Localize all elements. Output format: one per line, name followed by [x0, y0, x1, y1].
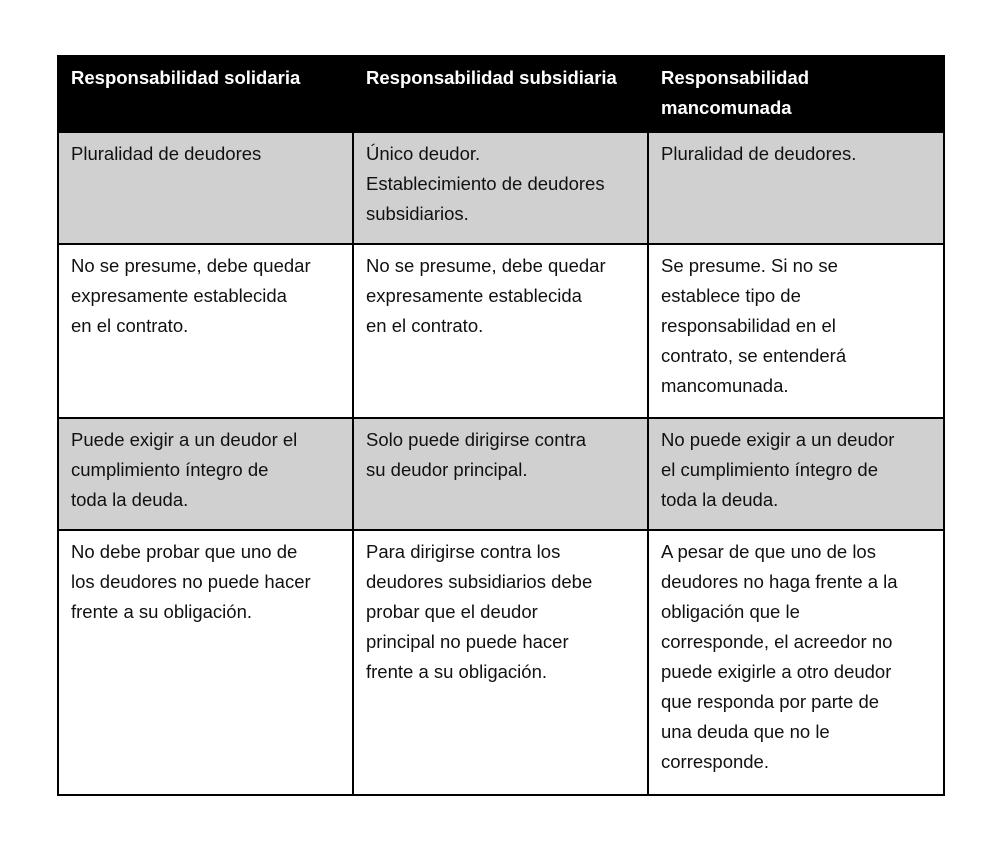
cell-text-line: Pluralidad de deudores — [71, 143, 262, 164]
cell-text-line: frente a su obligación. — [71, 601, 253, 622]
cell-text-line: cumplimiento íntegro de — [71, 459, 269, 480]
comparison-table — [57, 55, 945, 796]
cell-text-line: deudores no haga frente a la — [661, 571, 898, 592]
table-row — [58, 132, 944, 244]
table-cell — [648, 244, 944, 418]
cell-text-line: expresamente establecida — [71, 285, 287, 306]
cell-text-line: mancomunada — [661, 97, 792, 118]
table-row — [58, 530, 944, 795]
cell-text-line: responsabilidad en el — [661, 315, 836, 336]
cell-text-line: una deuda que no le — [661, 721, 830, 742]
table-cell — [648, 530, 944, 795]
cell-text-line: en el contrato. — [366, 315, 484, 336]
cell-text-line: toda la deuda. — [71, 489, 189, 510]
cell-text-line: su deudor principal. — [366, 459, 528, 480]
cell-text-line: que responda por parte de — [661, 691, 880, 712]
header-row — [58, 56, 944, 132]
cell-text-line: Único deudor. — [366, 143, 481, 164]
cell-text-line: toda la deuda. — [661, 489, 779, 510]
cell-text-line: deudores subsidiarios debe — [366, 571, 593, 592]
header-cell — [648, 56, 944, 132]
table-cell — [353, 132, 648, 244]
cell-text-line: frente a su obligación. — [366, 661, 548, 682]
header-cell — [58, 56, 353, 132]
cell-text-line: en el contrato. — [71, 315, 189, 336]
cell-text-line: No debe probar que uno de — [71, 541, 298, 562]
table-cell — [58, 530, 353, 795]
cell-text-line: subsidiarios. — [366, 203, 469, 224]
cell-text-line: contrato, se entenderá — [661, 345, 847, 366]
cell-text-line: Establecimiento de deudores — [366, 173, 605, 194]
cell-text-line: Responsabilidad solidaria — [71, 67, 301, 88]
cell-text-line: Para dirigirse contra los — [366, 541, 561, 562]
cell-text-line: puede exigirle a otro deudor — [661, 661, 892, 682]
cell-text-line: No se presume, debe quedar — [71, 255, 311, 276]
cell-text-line: Se presume. Si no se — [661, 255, 838, 276]
cell-text-line: establece tipo de — [661, 285, 801, 306]
cell-text-line: obligación que le — [661, 601, 800, 622]
cell-text-line: Puede exigir a un deudor el — [71, 429, 298, 450]
cell-text-line: Responsabilidad subsidiaria — [366, 67, 617, 88]
table-cell — [353, 244, 648, 418]
table-cell — [58, 418, 353, 530]
cell-text-line: corresponde, el acreedor no — [661, 631, 893, 652]
cell-text-line: expresamente establecida — [366, 285, 582, 306]
cell-text-line: mancomunada. — [661, 375, 789, 396]
header-cell — [353, 56, 648, 132]
cell-text-line: A pesar de que uno de los — [661, 541, 876, 562]
cell-text-line: Pluralidad de deudores. — [661, 143, 857, 164]
cell-text-line: Responsabilidad — [661, 67, 810, 88]
table-cell — [353, 418, 648, 530]
table-body — [58, 56, 944, 795]
table-cell — [353, 530, 648, 795]
cell-text-line: No puede exigir a un deudor — [661, 429, 895, 450]
table-row — [58, 244, 944, 418]
table-cell — [58, 132, 353, 244]
table-cell — [648, 132, 944, 244]
table-cell — [58, 244, 353, 418]
cell-text-line: corresponde. — [661, 751, 769, 772]
cell-text-line: No se presume, debe quedar — [366, 255, 606, 276]
table-row — [58, 418, 944, 530]
cell-text-line: probar que el deudor — [366, 601, 538, 622]
cell-text-line: el cumplimiento íntegro de — [661, 459, 878, 480]
cell-text-line: los deudores no puede hacer — [71, 571, 311, 592]
cell-text-line: Solo puede dirigirse contra — [366, 429, 587, 450]
table-cell — [648, 418, 944, 530]
cell-text-line: principal no puede hacer — [366, 631, 569, 652]
